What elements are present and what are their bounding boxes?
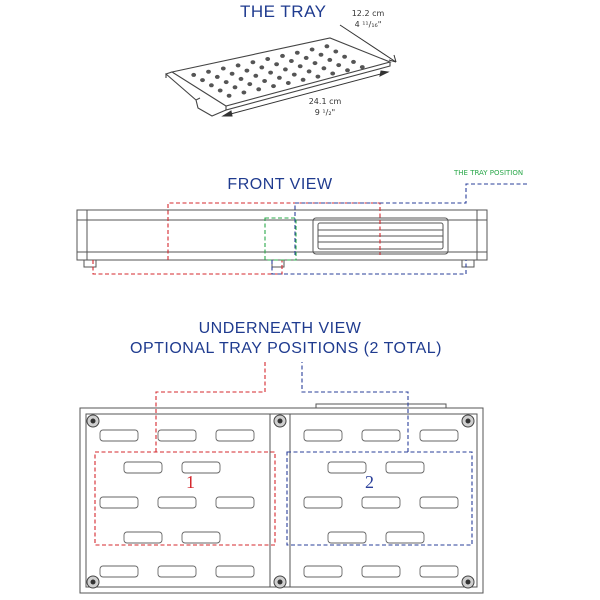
tray-hole bbox=[191, 73, 196, 77]
tray-hole bbox=[247, 82, 252, 86]
tray-title: THE TRAY bbox=[240, 2, 327, 21]
tray-hole bbox=[221, 67, 226, 71]
underneath-slot bbox=[328, 462, 366, 473]
screw-center bbox=[91, 419, 96, 424]
optional-positions-title: OPTIONAL TRAY POSITIONS (2 TOTAL) bbox=[130, 340, 442, 357]
underneath-slot bbox=[304, 497, 342, 508]
tray-hole bbox=[316, 75, 321, 79]
underneath-slot bbox=[386, 462, 424, 473]
tray-hole bbox=[289, 59, 294, 63]
screw-center bbox=[466, 419, 471, 424]
underneath-slot bbox=[158, 497, 196, 508]
underneath-slot bbox=[420, 430, 458, 441]
tray-hole bbox=[230, 72, 235, 76]
underneath-slot bbox=[420, 566, 458, 577]
tray-hole bbox=[342, 55, 347, 59]
tray-hole bbox=[333, 50, 338, 54]
screw-center bbox=[278, 419, 283, 424]
underneath-slot bbox=[100, 430, 138, 441]
tray-hole bbox=[345, 68, 350, 72]
tray-hole bbox=[310, 48, 315, 52]
tray-width-in: 4 ¹¹/₁₆" bbox=[354, 20, 382, 29]
tray-hole bbox=[283, 67, 288, 71]
tray-hole bbox=[319, 53, 324, 57]
tray-hole bbox=[330, 72, 335, 76]
tray-hole bbox=[307, 69, 312, 73]
underneath-slot bbox=[362, 566, 400, 577]
tray-hole bbox=[336, 63, 341, 67]
tray-hole bbox=[292, 73, 297, 77]
tray-length-cm: 24.1 cm bbox=[308, 97, 342, 106]
tray-hole bbox=[209, 83, 214, 87]
tray-width-cm: 12.2 cm bbox=[351, 9, 385, 18]
tray-hole bbox=[253, 74, 258, 78]
tray-hole bbox=[301, 78, 306, 82]
tray-hole bbox=[256, 87, 261, 91]
tray-hole bbox=[218, 89, 223, 93]
tray-hole bbox=[295, 51, 300, 55]
tray-hole bbox=[259, 65, 264, 69]
underneath-slot bbox=[124, 462, 162, 473]
underneath-slot bbox=[182, 532, 220, 543]
tray-hole bbox=[327, 58, 332, 62]
tray-hole bbox=[322, 66, 327, 70]
tray-hole bbox=[206, 70, 211, 74]
underneath-slot bbox=[100, 566, 138, 577]
tray-hole bbox=[239, 77, 244, 81]
tray-hole bbox=[265, 57, 270, 61]
tray-hole bbox=[227, 94, 232, 98]
underneath-slot bbox=[216, 566, 254, 577]
tray-hole bbox=[280, 54, 285, 58]
underneath-slot bbox=[216, 430, 254, 441]
tray-hole bbox=[298, 64, 303, 68]
tray-hole bbox=[313, 61, 318, 65]
tray-hole bbox=[200, 78, 205, 82]
underneath-slot bbox=[362, 497, 400, 508]
tray-hole bbox=[351, 60, 356, 64]
tray-hole bbox=[286, 81, 291, 85]
tray-hole bbox=[242, 91, 247, 95]
underneath-view-title: UNDERNEATH VIEW bbox=[198, 320, 362, 337]
underneath-slot bbox=[124, 532, 162, 543]
tray-hole bbox=[271, 84, 276, 88]
underneath-slot bbox=[304, 430, 342, 441]
tray-hole bbox=[277, 76, 282, 80]
tray-hole bbox=[325, 44, 330, 48]
position-1-label: 1 bbox=[186, 472, 195, 492]
underneath-slot bbox=[362, 430, 400, 441]
tray-hole bbox=[245, 69, 250, 73]
position-2-label: 2 bbox=[365, 472, 374, 492]
tray-hole bbox=[262, 79, 267, 83]
underneath-slot bbox=[420, 497, 458, 508]
underneath-slot bbox=[216, 497, 254, 508]
underneath-slot bbox=[386, 532, 424, 543]
front-view-title: FRONT VIEW bbox=[227, 176, 333, 193]
tray-hole bbox=[233, 85, 238, 89]
underneath-slot bbox=[304, 566, 342, 577]
tray-hole bbox=[236, 63, 241, 67]
underneath-slot bbox=[158, 566, 196, 577]
underneath-slot bbox=[328, 532, 366, 543]
screw-center bbox=[91, 580, 96, 585]
tray-hole bbox=[304, 56, 309, 60]
tray-hole bbox=[224, 80, 229, 84]
tray-length-in: 9 ¹/₂" bbox=[314, 108, 336, 117]
tray-hole bbox=[360, 65, 365, 69]
tray-position-label: THE TRAY POSITION bbox=[454, 169, 524, 177]
tray-hole bbox=[251, 60, 256, 64]
screw-center bbox=[466, 580, 471, 585]
underneath-slot bbox=[100, 497, 138, 508]
tray-hole bbox=[215, 75, 220, 79]
tray-hole bbox=[274, 62, 279, 66]
underneath-slot bbox=[158, 430, 196, 441]
tray-hole bbox=[268, 71, 273, 75]
screw-center bbox=[278, 580, 283, 585]
